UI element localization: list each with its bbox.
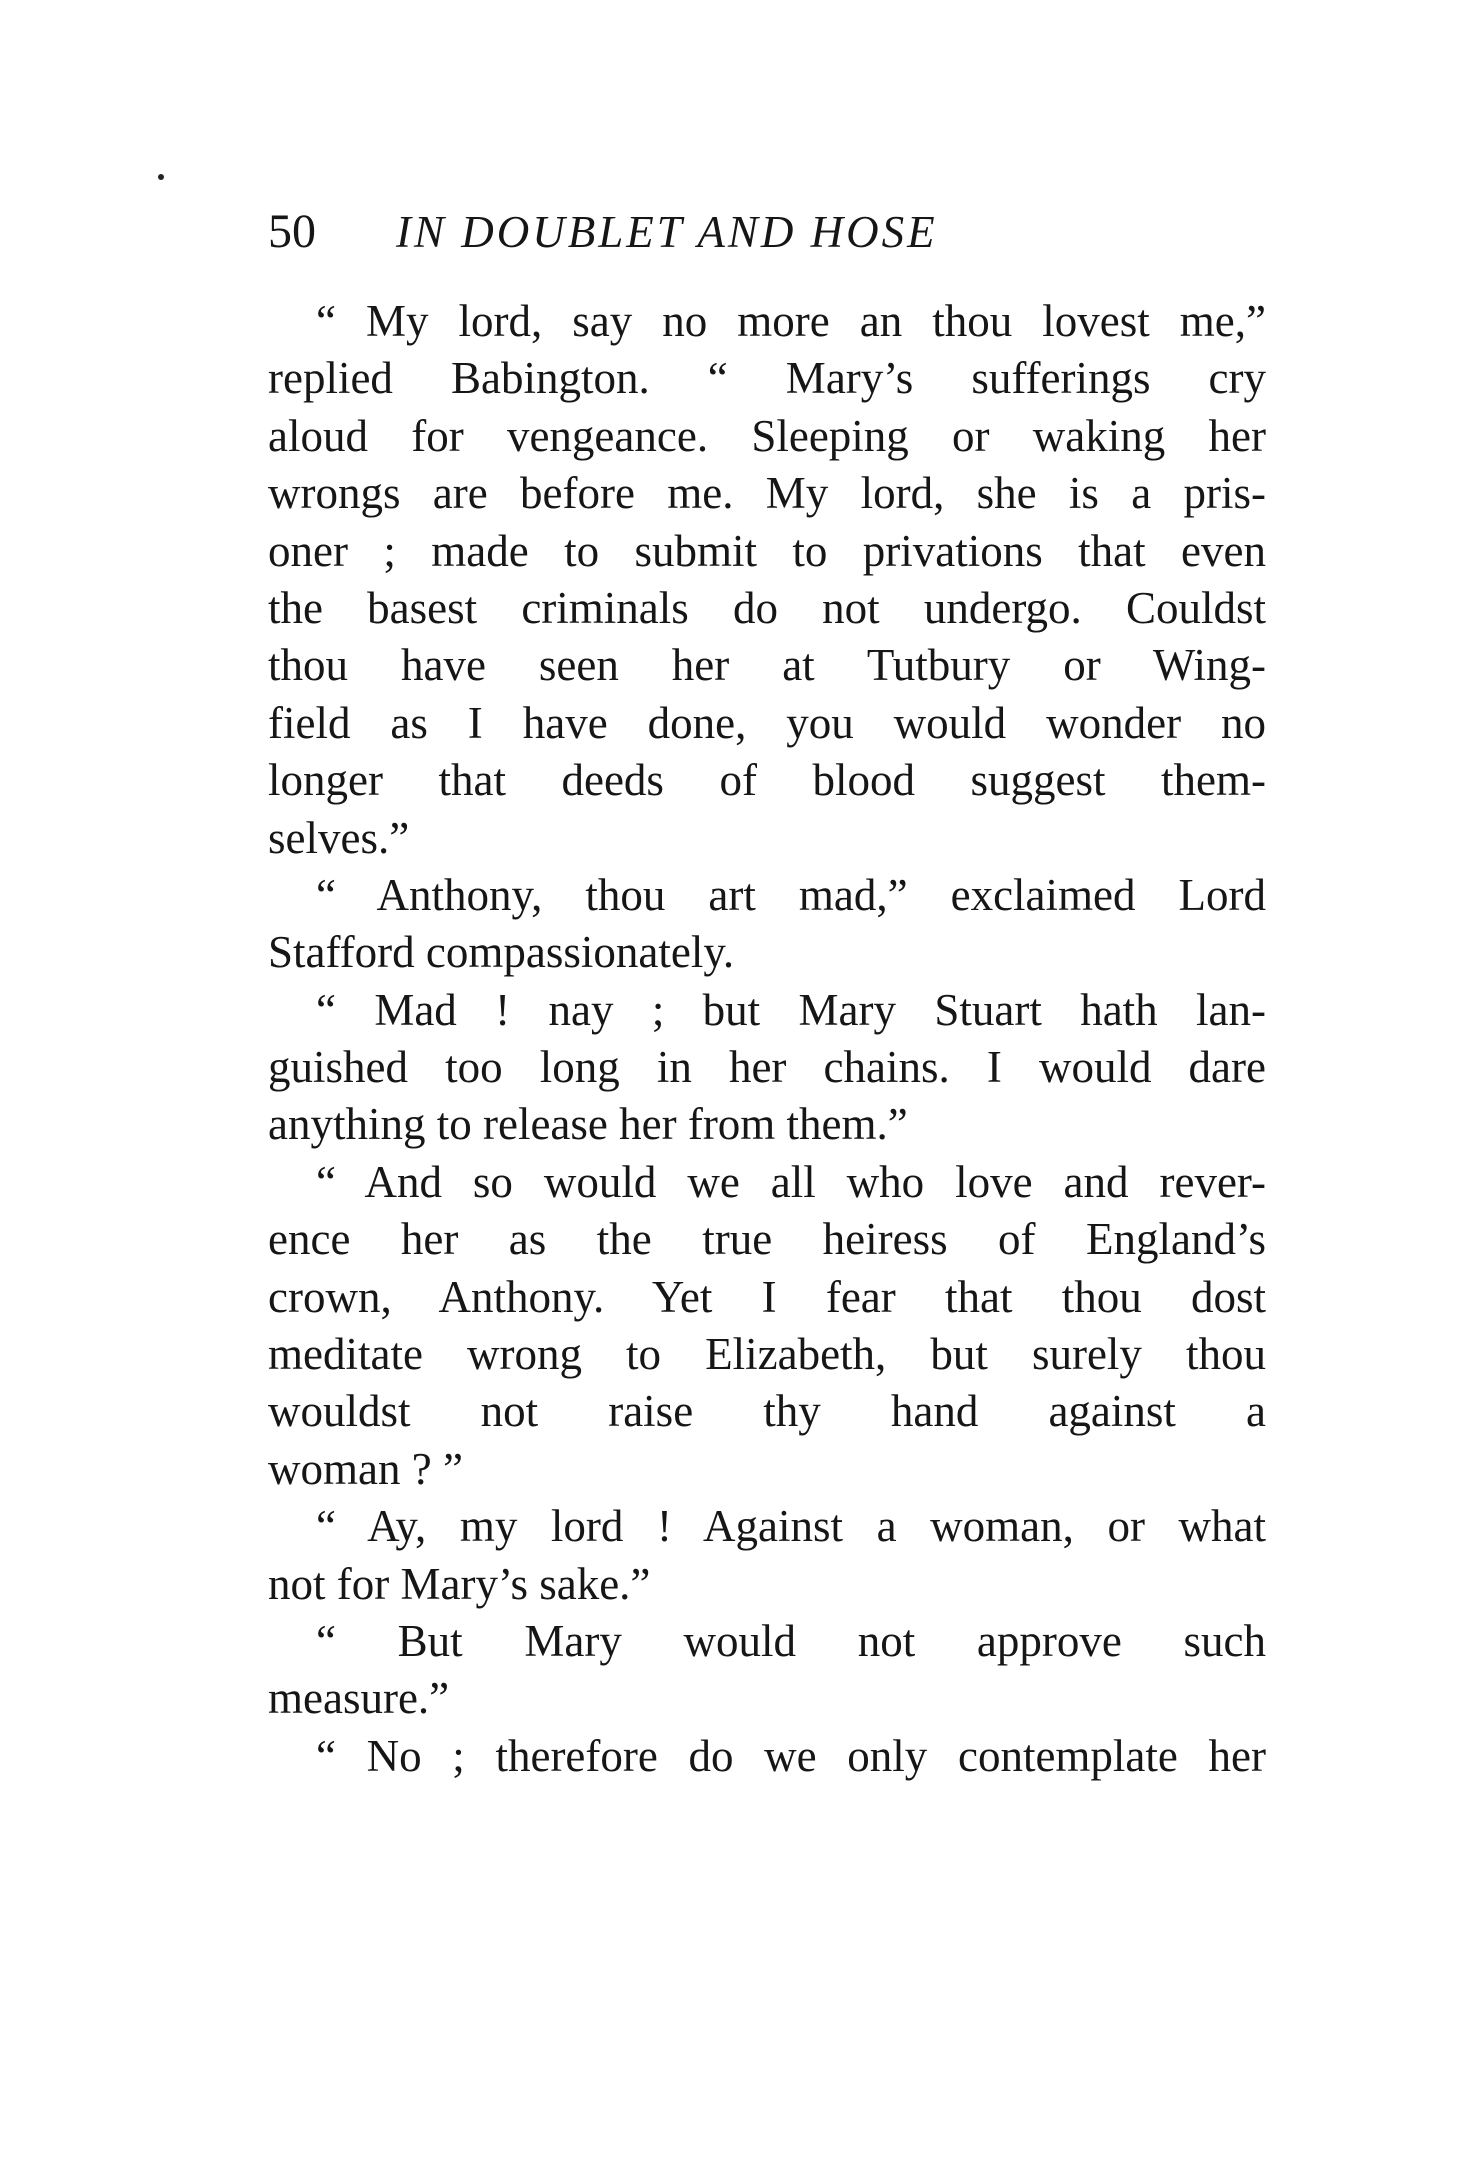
text-line: woman ? ” <box>268 1443 463 1494</box>
body-text <box>268 293 1266 1785</box>
text-line: “ Anthony, thou art mad,” exclaimed Lord <box>316 869 1266 920</box>
text-line: “ Mad ! nay ; but Mary Stuart hath lan- <box>316 984 1266 1035</box>
text-line: ence her as the true heiress of England’s <box>268 1214 1266 1265</box>
page-header <box>268 200 1268 264</box>
print-speck <box>158 174 164 180</box>
text-line: meditate wrong to Elizabeth, but surely thou <box>268 1329 1266 1380</box>
text-line: crown, Anthony. Yet I fear that thou dost <box>268 1271 1266 1322</box>
text-line: wouldst not raise thy hand against a <box>268 1386 1266 1437</box>
text-line: aloud for vengeance. Sleeping or waking her <box>268 410 1266 461</box>
text-line: replied Babington. “ Mary’s sufferings cry <box>268 353 1266 404</box>
text-line: Stafford compassionately. <box>268 927 735 978</box>
text-line: thou have seen her at Tutbury or Wing- <box>268 640 1266 691</box>
text-line: “ And so would we all who love and rever- <box>316 1156 1266 1207</box>
text-line: not for Mary’s sake.” <box>268 1558 651 1609</box>
text-line: wrongs are before me. My lord, she is a pris- <box>268 468 1266 519</box>
text-line: the basest criminals do not undergo. Couldst <box>268 582 1266 633</box>
text-line: selves.” <box>268 812 410 863</box>
page-number: 50 <box>268 205 316 258</box>
text-line: “ My lord, say no more an thou lovest me,” <box>316 296 1266 346</box>
text-line: oner ; made to submit to privations that even <box>268 525 1266 576</box>
text-line: “ But Mary would not approve such <box>316 1615 1266 1666</box>
text-line: field as I have done, you would wonder no <box>268 697 1266 748</box>
running-title: IN DOUBLET AND HOSE <box>396 207 938 257</box>
text-line: longer that deeds of blood suggest them- <box>268 755 1266 806</box>
text-line: anything to release her from them.” <box>268 1099 908 1150</box>
text-line: “ No ; therefore do we only contemplate her <box>316 1730 1266 1781</box>
text-line: “ Ay, my lord ! Against a woman, or what <box>316 1501 1266 1552</box>
text-line: measure.” <box>268 1673 450 1724</box>
text-line: guished too long in her chains. I would dare <box>268 1042 1266 1093</box>
